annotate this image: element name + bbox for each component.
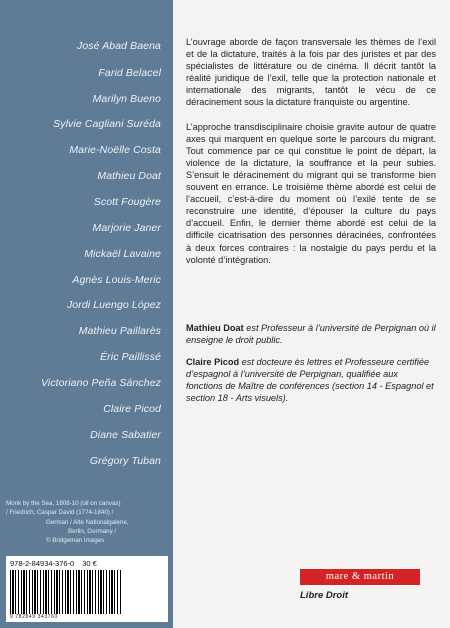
book-description xyxy=(186,36,436,266)
isbn-line xyxy=(10,559,97,568)
author-name: Diane Sabatier xyxy=(90,429,161,441)
author-name: José Abad Baena xyxy=(76,40,161,52)
author-name: Mathieu Doat xyxy=(97,170,161,182)
author-name: Scott Fougère xyxy=(93,196,161,208)
editor-name: Mathieu Doat xyxy=(186,323,244,333)
author-name: Agnès Louis-Meric xyxy=(72,274,161,286)
author-name: Sylvie Cagliani Suréda xyxy=(53,118,161,130)
description-paragraph: L’approche transdisciplinaire choisie gravite autour de quatre axes qui marquent en quelque sorte le parcours du migrant. Tout commence par ce qui constitue le point de départ, la violence de la dictature, la souffrance et la peur subies. S’ensuit le déracinement du migrant qui se transforme bien souvent en errance. Le troisième thème abordé est celui de l’accueil, c’est-à-dire du moment où l’exilé tente de se reconstruire une identité, d’épouser la culture du pays d’accueil. Enfin, le dernier thème abordé est celui de la difficile cicatrisation des personnes déracinées, confrontées à deux forces contraires : la nostalgie du pays perdu et la volonté d’intégration. xyxy=(186,121,436,265)
author-name: Farid Belacel xyxy=(98,67,161,79)
barcode-digits: 9 782849 343760 xyxy=(10,614,58,620)
author-name: Marie-Noëlle Costa xyxy=(69,144,161,156)
barcode-bars xyxy=(10,570,122,614)
author-name: Claire Picod xyxy=(103,403,161,415)
price: 30 € xyxy=(82,559,97,568)
author-name: Jordi Luengo López xyxy=(66,299,161,311)
author-sidebar xyxy=(0,0,173,628)
collection-name: Libre Droit xyxy=(300,590,349,601)
publisher-logo: mare & martin xyxy=(300,569,420,585)
author-name: Marilyn Bueno xyxy=(92,93,161,105)
author-name: Grégory Tuban xyxy=(89,455,161,467)
editor-bio: Claire Picod est docteure ès lettres et Professeure certifiée d’espagnol à l’université de Perpignan, qualifiée aux fonctions de Maître de conférences (section 14 - Espagnol et section 18 - Arts visuels). xyxy=(186,357,434,404)
image-credit: Monk by the Sea, 1808-10 (oil on canvas) / Friedrich, Caspar David (1774-1840) / German / Alte Nationalgalerie, Berlin, Germany / © Bridgeman Images xyxy=(6,500,129,545)
editor-bio: Mathieu Doat est Professeur à l’université de Perpignan où il enseigne le droit public. xyxy=(186,323,436,346)
author-name: Marjorie Janer xyxy=(92,222,161,234)
description-paragraph: L’ouvrage aborde de façon transversale les thèmes de l’exil et de la dictature, traités à la fois par des juristes et par des spécialistes de littérature ou de cinéma. Il décrit tantôt la réalité juridique de l’exil, telle que la protection nationale et internationale des migrants, tantôt le vécu de ce déracinement sous la dictature franquiste ou argentine. xyxy=(186,37,436,108)
isbn: 978-2-84934-376-0 xyxy=(10,559,75,568)
editor-bios xyxy=(186,322,436,405)
author-name: Mathieu Paillarès xyxy=(78,325,161,337)
barcode xyxy=(6,556,168,622)
author-name: Mickaël Lavaine xyxy=(84,248,161,260)
editor-name: Claire Picod xyxy=(186,357,240,368)
author-name: Victoriano Peña Sánchez xyxy=(40,377,161,389)
author-name: Éric Paillissé xyxy=(100,351,161,363)
